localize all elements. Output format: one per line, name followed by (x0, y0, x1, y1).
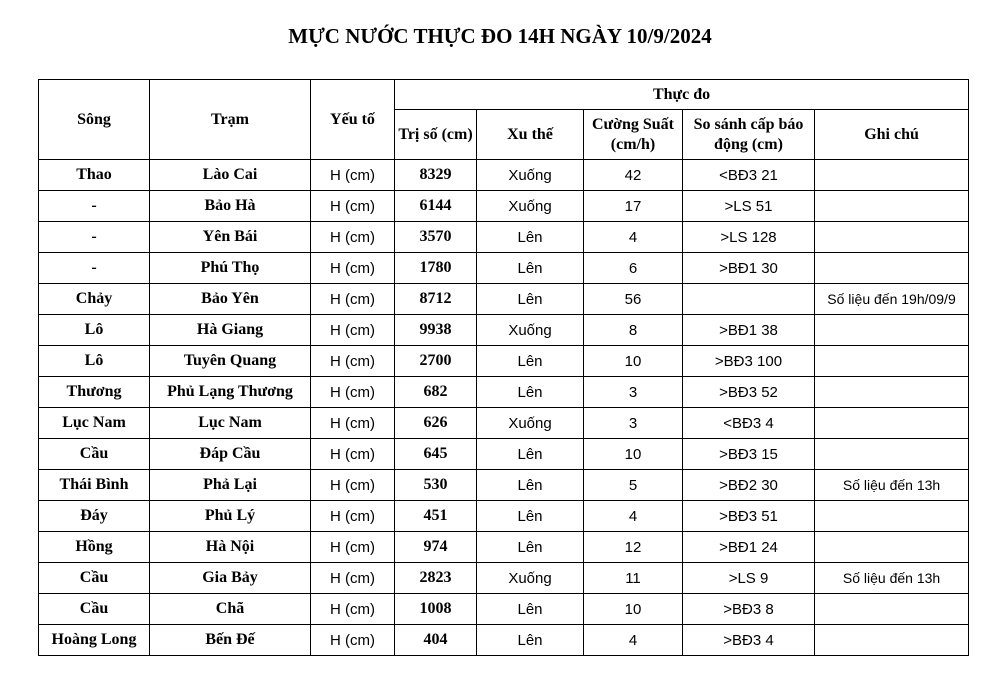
table-row (39, 191, 969, 222)
header-observed-group: Thực đo (395, 80, 969, 110)
cell-trend: Lên (477, 625, 584, 656)
cell-value: 9938 (395, 315, 477, 346)
cell-element: H (cm) (311, 470, 395, 501)
table-row (39, 563, 969, 594)
cell-element: H (cm) (311, 191, 395, 222)
cell-station: Phủ Lạng Thương (150, 377, 311, 408)
cell-value: 2700 (395, 346, 477, 377)
cell-station: Phả Lại (150, 470, 311, 501)
cell-note (815, 377, 969, 408)
cell-station: Gia Bảy (150, 563, 311, 594)
cell-element: H (cm) (311, 563, 395, 594)
cell-element: H (cm) (311, 408, 395, 439)
cell-element: H (cm) (311, 501, 395, 532)
cell-trend: Lên (477, 377, 584, 408)
cell-element: H (cm) (311, 439, 395, 470)
cell-river: Đáy (39, 501, 150, 532)
cell-note (815, 594, 969, 625)
cell-rate: 10 (584, 594, 683, 625)
cell-note (815, 408, 969, 439)
cell-station: Lục Nam (150, 408, 311, 439)
table-row (39, 284, 969, 315)
header-rate: Cường Suất (cm/h) (584, 110, 683, 160)
cell-alert: >LS 51 (683, 191, 815, 222)
water-level-table (38, 79, 969, 656)
cell-note (815, 191, 969, 222)
cell-river: Lục Nam (39, 408, 150, 439)
table-row (39, 315, 969, 346)
cell-note (815, 439, 969, 470)
cell-note: Số liệu đến 13h (815, 470, 969, 501)
cell-station: Yên Bái (150, 222, 311, 253)
cell-river: Chảy (39, 284, 150, 315)
table-row (39, 532, 969, 563)
header-river: Sông (39, 80, 150, 160)
cell-station: Đáp Cầu (150, 439, 311, 470)
cell-rate: 3 (584, 377, 683, 408)
cell-element: H (cm) (311, 594, 395, 625)
cell-trend: Lên (477, 594, 584, 625)
cell-note (815, 253, 969, 284)
cell-station: Bến Đế (150, 625, 311, 656)
table-row (39, 222, 969, 253)
table-row (39, 439, 969, 470)
cell-element: H (cm) (311, 532, 395, 563)
cell-station: Tuyên Quang (150, 346, 311, 377)
header-row-top (39, 80, 969, 110)
cell-element: H (cm) (311, 377, 395, 408)
cell-trend: Xuống (477, 160, 584, 191)
cell-value: 451 (395, 501, 477, 532)
cell-river: Cầu (39, 439, 150, 470)
cell-alert: >BĐ3 51 (683, 501, 815, 532)
cell-note (815, 160, 969, 191)
cell-station: Hà Giang (150, 315, 311, 346)
cell-rate: 5 (584, 470, 683, 501)
cell-trend: Lên (477, 253, 584, 284)
cell-value: 1780 (395, 253, 477, 284)
header-value: Trị số (cm) (395, 110, 477, 160)
cell-river: Thương (39, 377, 150, 408)
cell-river: Thái Bình (39, 470, 150, 501)
cell-station: Bảo Hà (150, 191, 311, 222)
table-row (39, 253, 969, 284)
table-row (39, 594, 969, 625)
cell-alert: >BĐ3 100 (683, 346, 815, 377)
cell-river: Cầu (39, 594, 150, 625)
cell-value: 645 (395, 439, 477, 470)
cell-trend: Lên (477, 532, 584, 563)
cell-value: 974 (395, 532, 477, 563)
cell-note: Số liệu đến 19h/09/9 (815, 284, 969, 315)
cell-value: 8712 (395, 284, 477, 315)
cell-river: Lô (39, 346, 150, 377)
table-row (39, 408, 969, 439)
cell-alert: <BĐ3 4 (683, 408, 815, 439)
header-station: Trạm (150, 80, 311, 160)
cell-alert: >BĐ2 30 (683, 470, 815, 501)
cell-alert: <BĐ3 21 (683, 160, 815, 191)
cell-alert: >BĐ1 30 (683, 253, 815, 284)
cell-element: H (cm) (311, 160, 395, 191)
page-title: MỰC NƯỚC THỰC ĐO 14H NGÀY 10/9/2024 (288, 24, 712, 48)
cell-river: - (39, 191, 150, 222)
table-row (39, 377, 969, 408)
cell-rate: 10 (584, 346, 683, 377)
cell-element: H (cm) (311, 346, 395, 377)
cell-alert: >BĐ3 15 (683, 439, 815, 470)
cell-river: Cầu (39, 563, 150, 594)
cell-value: 682 (395, 377, 477, 408)
cell-river: Lô (39, 315, 150, 346)
table-row (39, 346, 969, 377)
header-alert: So sánh cấp báo động (cm) (683, 110, 815, 160)
cell-value: 530 (395, 470, 477, 501)
cell-alert (683, 284, 815, 315)
cell-value: 3570 (395, 222, 477, 253)
cell-trend: Lên (477, 284, 584, 315)
cell-note: Số liệu đến 13h (815, 563, 969, 594)
cell-element: H (cm) (311, 284, 395, 315)
cell-trend: Lên (477, 501, 584, 532)
cell-trend: Xuống (477, 563, 584, 594)
cell-station: Hà Nội (150, 532, 311, 563)
cell-note (815, 346, 969, 377)
cell-rate: 8 (584, 315, 683, 346)
cell-alert: >BĐ3 52 (683, 377, 815, 408)
cell-rate: 6 (584, 253, 683, 284)
cell-value: 404 (395, 625, 477, 656)
cell-trend: Xuống (477, 315, 584, 346)
cell-rate: 12 (584, 532, 683, 563)
cell-station: Chã (150, 594, 311, 625)
cell-trend: Lên (477, 470, 584, 501)
table-row (39, 501, 969, 532)
cell-alert: >BĐ3 4 (683, 625, 815, 656)
cell-rate: 3 (584, 408, 683, 439)
cell-station: Lào Cai (150, 160, 311, 191)
cell-note (815, 222, 969, 253)
cell-value: 1008 (395, 594, 477, 625)
table-body (39, 160, 969, 656)
cell-rate: 42 (584, 160, 683, 191)
table-row (39, 625, 969, 656)
cell-river: Hồng (39, 532, 150, 563)
cell-value: 626 (395, 408, 477, 439)
cell-value: 8329 (395, 160, 477, 191)
cell-rate: 4 (584, 625, 683, 656)
cell-rate: 56 (584, 284, 683, 315)
cell-rate: 17 (584, 191, 683, 222)
header-trend: Xu thế (477, 110, 584, 160)
cell-station: Bảo Yên (150, 284, 311, 315)
cell-element: H (cm) (311, 253, 395, 284)
cell-note (815, 625, 969, 656)
table-row (39, 160, 969, 191)
cell-trend: Xuống (477, 191, 584, 222)
header-element: Yếu tố (311, 80, 395, 160)
cell-river: Hoàng Long (39, 625, 150, 656)
cell-rate: 4 (584, 222, 683, 253)
cell-value: 2823 (395, 563, 477, 594)
cell-element: H (cm) (311, 315, 395, 346)
cell-station: Phủ Lý (150, 501, 311, 532)
cell-alert: >BĐ3 8 (683, 594, 815, 625)
cell-trend: Lên (477, 439, 584, 470)
cell-rate: 10 (584, 439, 683, 470)
cell-value: 6144 (395, 191, 477, 222)
cell-note (815, 532, 969, 563)
cell-trend: Xuống (477, 408, 584, 439)
cell-alert: >BĐ1 38 (683, 315, 815, 346)
cell-river: - (39, 253, 150, 284)
cell-rate: 4 (584, 501, 683, 532)
cell-river: - (39, 222, 150, 253)
cell-alert: >LS 128 (683, 222, 815, 253)
cell-alert: >LS 9 (683, 563, 815, 594)
cell-rate: 11 (584, 563, 683, 594)
cell-trend: Lên (477, 346, 584, 377)
cell-note (815, 501, 969, 532)
table-row (39, 470, 969, 501)
cell-station: Phú Thọ (150, 253, 311, 284)
cell-element: H (cm) (311, 625, 395, 656)
header-note: Ghi chú (815, 110, 969, 160)
cell-alert: >BĐ1 24 (683, 532, 815, 563)
cell-note (815, 315, 969, 346)
cell-element: H (cm) (311, 222, 395, 253)
cell-trend: Lên (477, 222, 584, 253)
cell-river: Thao (39, 160, 150, 191)
